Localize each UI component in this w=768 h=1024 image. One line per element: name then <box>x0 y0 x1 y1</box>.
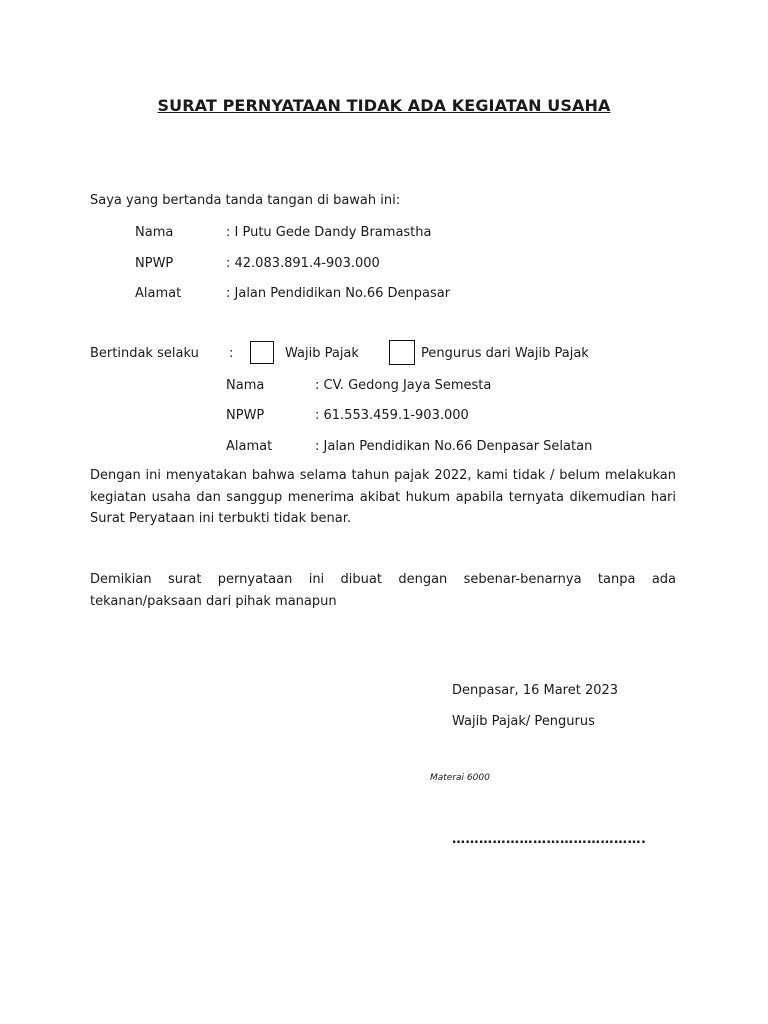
company-npwp-label: NPWP <box>226 408 265 423</box>
person-npwp-label: NPWP <box>135 256 174 271</box>
statement-paragraph: Dengan ini menyatakan bahwa selama tahun pajak 2022, kami tidak / belum melakukan kegiatan usaha dan sanggup menerima akibat hukum apabila ternyata dikemudian hari Surat Peryataan ini terbukti tidak benar. <box>90 468 676 526</box>
wajib-pajak-checkbox[interactable] <box>250 341 274 364</box>
person-name-label: Nama <box>135 225 174 240</box>
closing-paragraph: Demikian surat pernyataan ini dibuat dengan sebenar-benarnya tanpa ada tekanan/paksaan dari pihak manapun <box>90 572 676 609</box>
place-date: Denpasar, 16 Maret 2023 <box>452 683 619 698</box>
pengurus-option-label: Pengurus dari Wajib Pajak <box>421 346 589 361</box>
company-address-value: : Jalan Pendidikan No.66 Denpasar Selatan <box>315 439 593 454</box>
person-name-value: : I Putu Gede Dandy Bramastha <box>226 225 432 240</box>
company-npwp-value: : 61.553.459.1-903.000 <box>315 408 469 423</box>
company-address-label: Alamat <box>226 439 273 454</box>
intro-text: Saya yang bertanda tanda tangan di bawah ini: <box>90 193 401 208</box>
company-name-label: Nama <box>226 378 265 393</box>
person-address-label: Alamat <box>135 286 182 301</box>
signer-role: Wajib Pajak/ Pengurus <box>452 714 595 729</box>
person-address-value: : Jalan Pendidikan No.66 Denpasar <box>226 286 451 301</box>
document-title: SURAT PERNYATAAN TIDAK ADA KEGIATAN USAHA <box>157 96 611 115</box>
acting-as-colon: : <box>229 346 234 361</box>
wajib-pajak-option-label: Wajib Pajak <box>285 346 359 361</box>
signature-line: ……………………………………. <box>452 832 647 847</box>
person-npwp-value: : 42.083.891.4-903.000 <box>226 256 380 271</box>
pengurus-checkbox[interactable] <box>389 340 415 365</box>
company-name-value: : CV. Gedong Jaya Semesta <box>315 378 492 393</box>
acting-as-label: Bertindak selaku <box>90 346 199 361</box>
materai-stamp-note: Materai 6000 <box>430 773 490 783</box>
